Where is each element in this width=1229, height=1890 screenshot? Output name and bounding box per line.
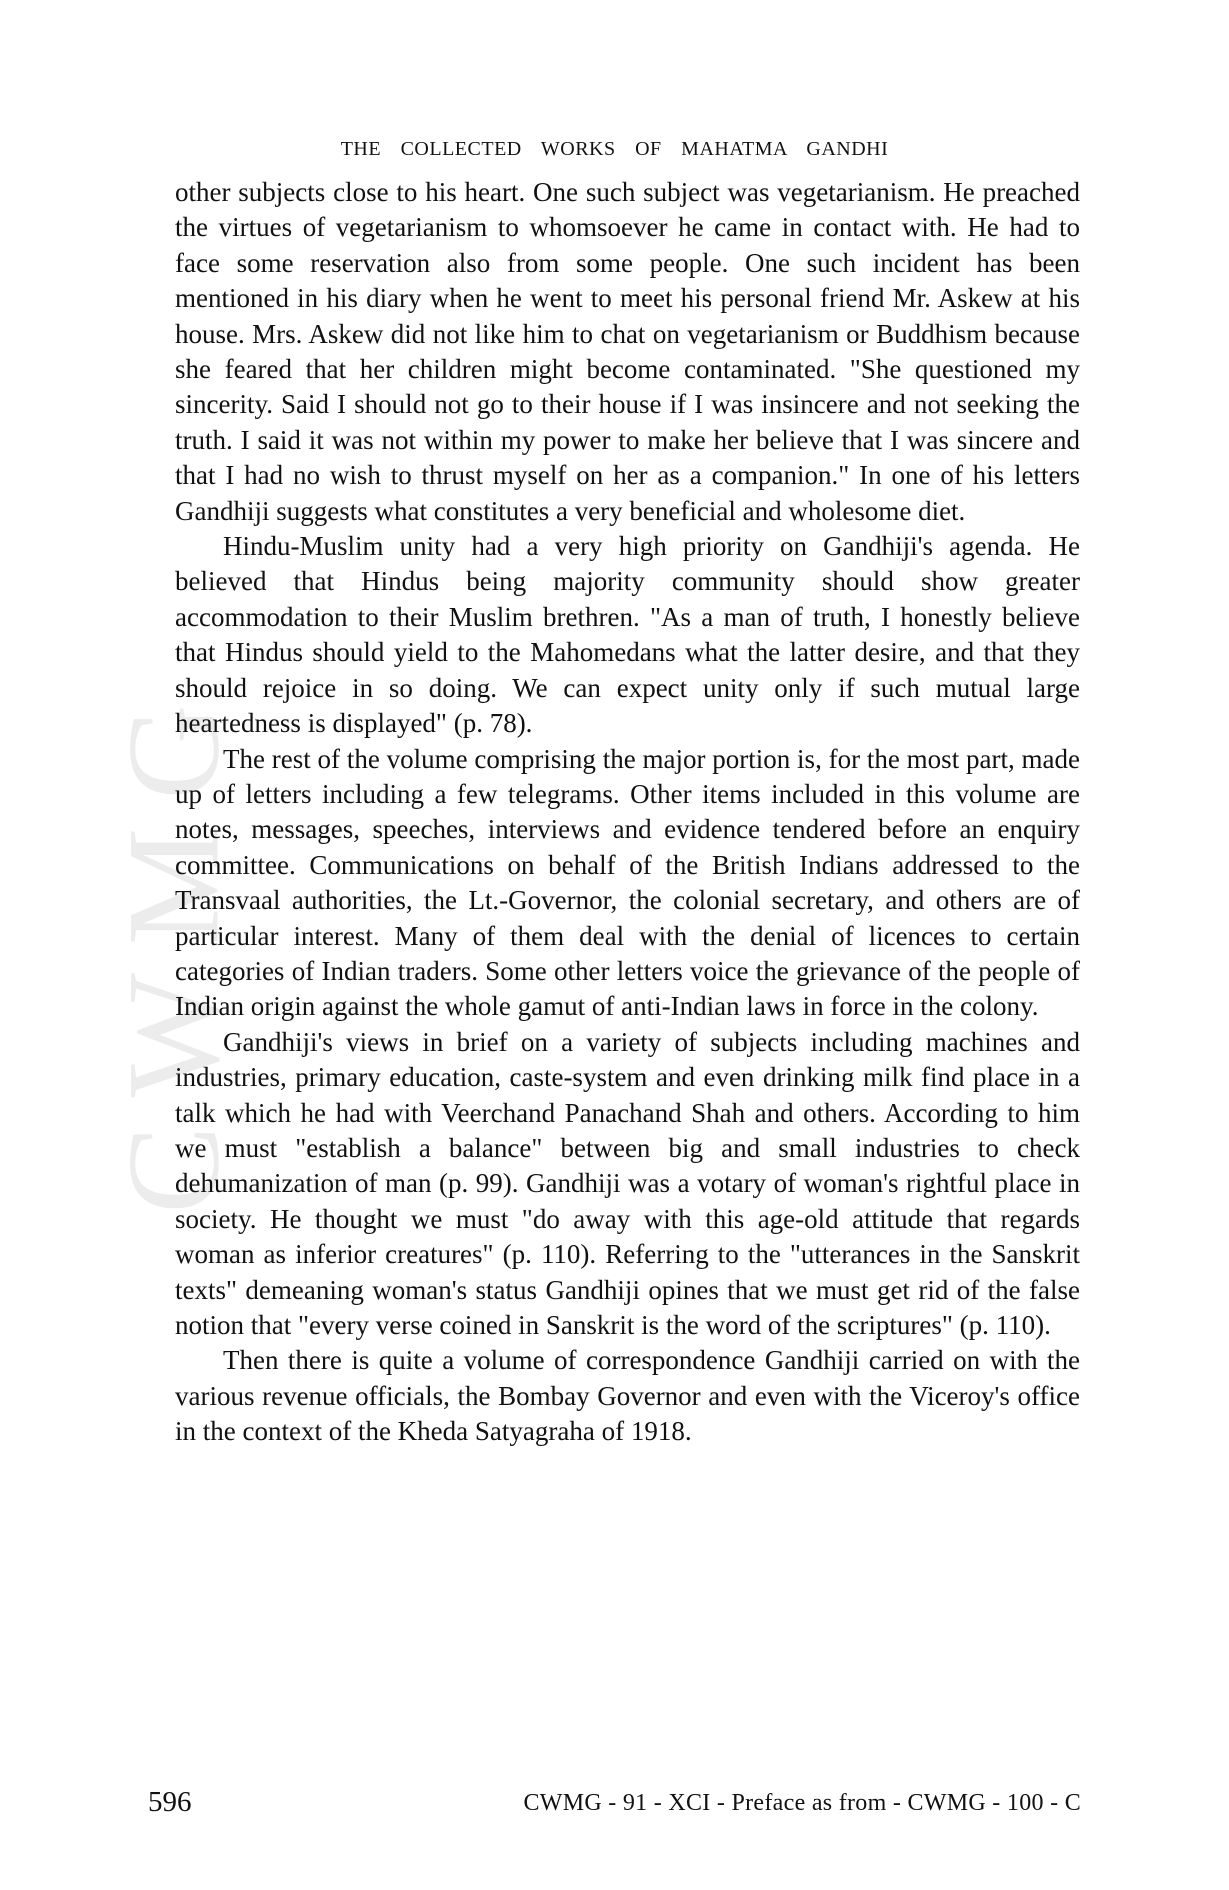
body-text — [175, 175, 1080, 1450]
footer-reference: CWMG - 91 - XCI - Preface as from - CWMG - 100 - C — [523, 1790, 1081, 1816]
page-number: 596 — [148, 1786, 192, 1818]
watermark-text: CWMG — [99, 676, 247, 1214]
running-title: THE COLLECTED WORKS OF MAHATMA GANDHI — [340, 138, 889, 160]
paragraph: Gandhiji's views in brief on a variety of subjects including machines and industries, primary education, caste-system and even drinking milk find place in a talk which he had with Veerchand Panachand Shah and others. According to him we must "establish a balance" between big and small industries to check dehumanization of man (p. 99). Gandhiji was a votary of woman's rightful place in society. He thought we must "do away with this age-old attitude that regards woman as inferior creatures" (p. 110). Referring to the "utterances in the Sanskrit texts" demeaning woman's status Gandhiji opines that we must get rid of the false notion that "every verse coined in Sanskrit is the word of the scriptures" (p. 110). — [175, 1026, 1080, 1340]
paragraph: Then there is quite a volume of correspondence Gandhiji carried on with the various revenue officials, the Bombay Governor and even with the Viceroy's office in the context of the Kheda Satyagraha of 1918. — [175, 1345, 1080, 1447]
paragraph: Hindu-Muslim unity had a very high priority on Gandhiji's agenda. He believed that Hindus being majority community should show greater accommodation to their Muslim brethren. "As a man of truth, I honestly believe that Hindus should yield to the Mahomedans what the latter desire, and that they should rejoice in so doing. We can expect unity only if such mutual large heartedness is displayed" (p. 78). — [175, 531, 1080, 739]
paragraph: other subjects close to his heart. One such subject was vegetarianism. He preached the virtues of vegetarianism to whomsoever he came in contact with. He had to face some reservation also from some people. One such incident has been mentioned in his diary when he went to meet his personal friend Mr. Askew at his house. Mrs. Askew did not like him to chat on vegetarianism or Buddhism because she feared that her children might become contaminated. "She questioned my sincerity. Said I should not go to their house if I was insincere and not seeking the truth. I said it was not within my power to make her believe that I was sincere and that I had no wish to thrust myself on her as a companion." In one of his letters Gandhiji suggests what constitutes a very beneficial and wholesome diet. — [175, 177, 1080, 526]
paragraph: The rest of the volume comprising the major portion is, for the most part, made up of letters including a few telegrams. Other items included in this volume are notes, messages, speeches, interviews and evidence tendered before an enquiry committee. Communications on behalf of the British Indians addressed to the Transvaal authorities, the Lt.-Governor, the colonial secretary, and others are of particular interest. Many of them deal with the denial of licences to certain categories of Indian traders. Some other letters voice the grievance of the people of Indian origin against the whole gamut of anti-Indian laws in force in the colony. — [175, 743, 1080, 1022]
